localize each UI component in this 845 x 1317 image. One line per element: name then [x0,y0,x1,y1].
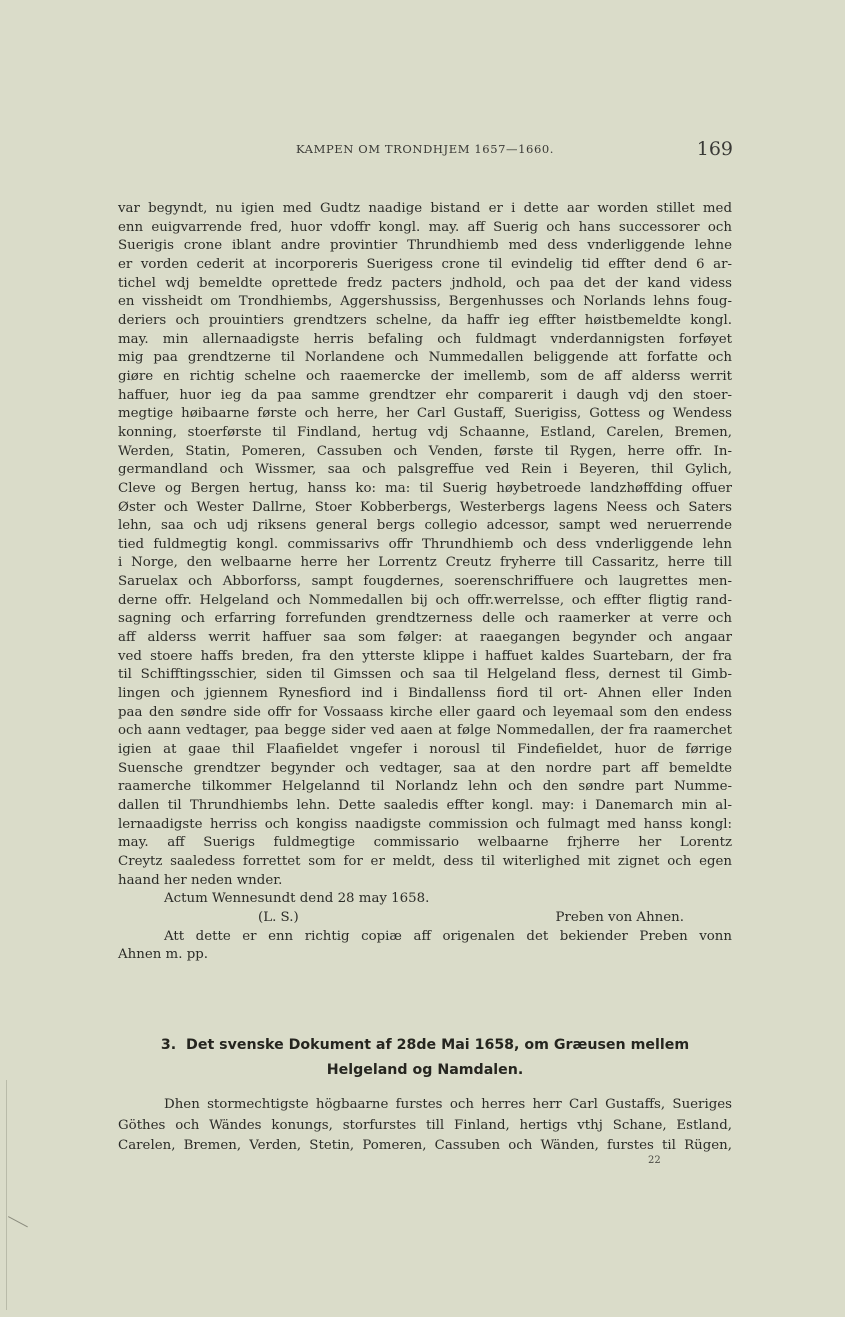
text-line: may. aff Suerigs fuldmegtige commissario welbaarne frjherre her Lorentz [118,835,732,851]
binding-mark [8,1202,35,1227]
text-line: raamerche tilkommer Helgelannd til Norlandz lehn och den søndre part Numme- [118,779,732,795]
text-line: til Schifftingsschier, siden til Gimssen och saa til Helgeland fless, dernest til Gimb- [118,667,732,683]
text-line: Suerigis crone iblant andre provintier Thrundhiemb med dess vnderliggende lehne [118,238,732,254]
seal-mark: (L. S.) [258,909,299,925]
text-line: Cleve og Bergen hertug, hanss ko: ma: til Suerig høybetroede landzhøffding offuer [118,480,732,496]
text-line: haffuer, huor ieg da paa samme grendtzer ehr comparerit i daugh vdj den stoer- [118,387,732,403]
page-header [115,136,735,166]
running-head: KAMPEN OM TRONDHJEM 1657—1660. [295,142,555,156]
text-line: sagning och erfarring forrefunden grendtzerness delle och raamerker at verre och [118,611,732,627]
text-line: Creytz saaledess forrettet som for er meldt, dess til witerlighed mit zignet och egen [118,853,732,869]
text-line: Att dette er enn richtig copiæ aff origenalen det bekiender Preben vonn [164,928,732,944]
section-title-line2: Helgeland og Namdalen. [326,1062,524,1078]
text-line: igien at gaae thil Flaafieldet vngefer i norousl til Findefieldet, huor de førrige [118,742,732,758]
text-line: Dhen stormechtigste högbaarne furstes och herres herr Carl Gustaffs, Sueriges [164,1097,732,1112]
text-line: ved stoere haffs breden, fra den ytterste klippe i haffuet kaldes Suartebarn, der fra [118,648,732,664]
signature-name: Preben von Ahnen. [555,909,684,925]
text-line: megtige høibaarne første och herre, her Carl Gustaff, Suerigiss, Gottess og Wendess [118,406,732,422]
section-body [118,1095,732,1157]
attestation [118,928,732,965]
text-line: tichel wdj bemeldte oprettede fredz pacters jndhold, och paa det der kand videss [118,275,732,291]
text-line: derne offr. Helgeland och Nommedallen bij och offr.werrelsse, och effter fligtig rand- [118,592,732,608]
text-line: Ahnen m. pp. [118,947,209,963]
text-line: var begyndt, nu igien med Gudtz naadige bistand er i dette aar worden stillet med [118,201,732,216]
text-line: lehn, saa och udj riksens general bergs collegio adcessor, sampt wed neruerrende [118,518,732,534]
actum-line: Actum Wennesundt dend 28 may 1658. [164,891,430,907]
text-line: i Norge, den welbaarne herre her Lorrentz Creutz fryherre till Cassaritz, herre till [118,555,732,571]
text-line: giøre en richtig schelne och raaemercke der imellemb, som de aff alderss werrit [118,368,732,384]
text-line: och aann vedtager, paa begge sider ved aaen at følge Nommedallen, der fra raamerchet [118,723,732,739]
text-line: en vissheidt om Trondhiembs, Aggershussiss, Bergenhusses och Norlands lehns foug- [118,294,732,310]
text-line: Werden, Statin, Pomeren, Cassuben och Venden, første til Rygen, herre offr. In- [118,443,732,459]
text-line: paa den søndre side offr for Vossaass kirche eller gaard och leyemaal som den endess [118,704,732,720]
main-paragraph [118,200,732,890]
section-heading-line1 [118,1033,732,1058]
text-line: lingen och jgiennem Rynesfiord ind i Bindallenss fiord til ort- Ahnen eller Inden [118,686,732,702]
text-line: dallen til Thrundhiembs lehn. Dette saaledis effter kongl. may: i Danemarch min al- [118,798,732,813]
text-line: tied fuldmegtig kongl. commissarivs offr Thrundhiemb och dess vnderliggende lehn [118,536,732,552]
text-line: enn euigvarrende fred, huor vdoffr kongl. may. aff Suerig och hans successorer och [118,219,732,235]
text-line: Göthes och Wändes konungs, storfurstes till Finland, hertigs vthj Schane, Estland, [118,1117,732,1133]
text-line: Saruelax och Abborforss, sampt fougdernes, soerenschriffuere och laugrettes men- [118,574,732,590]
document-body [118,200,732,965]
section-title-line1: Det svenske Dokument af 28de Mai 1658, om Græusen mellem [186,1037,690,1053]
binding-edge [6,1080,7,1310]
text-line: konning, stoerførste til Findland, hertug vdj Schaanne, Estland, Carelen, Bremen, [118,424,732,440]
section-heading [118,1033,732,1083]
text-line: aff alderss werrit haffuer saa som følger: at raaegangen begynder och angaar [118,630,732,646]
text-line: Carelen, Bremen, Verden, Stetin, Pomeren, Cassuben och Wänden, furstes til Rügen, [118,1138,732,1154]
sheet-signature: 22 [648,1155,661,1166]
text-line: may. min allernaadigste herris befaling och fuldmagt vnderdannigsten forføyet [118,331,732,347]
text-line: Øster och Wester Dallrne, Stoer Kobberbergs, Westerbergs lagens Neess och Saters [118,499,732,515]
text-line: er vorden cederit at incorporeris Suerigess crone til evindelig tid effter dend 6 ar- [118,256,732,272]
text-line: haand her neden wnder. [118,872,283,888]
text-line: mig paa grendtzerne til Norlandene och Nummedallen beliggende att forfatte och [118,350,732,366]
page-number: 169 [696,138,733,160]
section-number: 3. [160,1037,177,1053]
text-line: deriers och prouintiers grendtzers schelne, da haffr ieg effter høistbemeldte kongl. [118,312,732,328]
text-line: germandland och Wissmer, saa och palsgreffue ved Rein i Beyeren, thil Gylich, [118,462,732,478]
signature-row [118,909,732,928]
text-line: Suensche grendtzer begynder och vedtager, saa at den nordre part aff bemeldte [118,760,732,776]
text-line: lernaadigste herriss och kongiss naadigste commission och fulmagt med hanss kongl: [118,816,732,832]
